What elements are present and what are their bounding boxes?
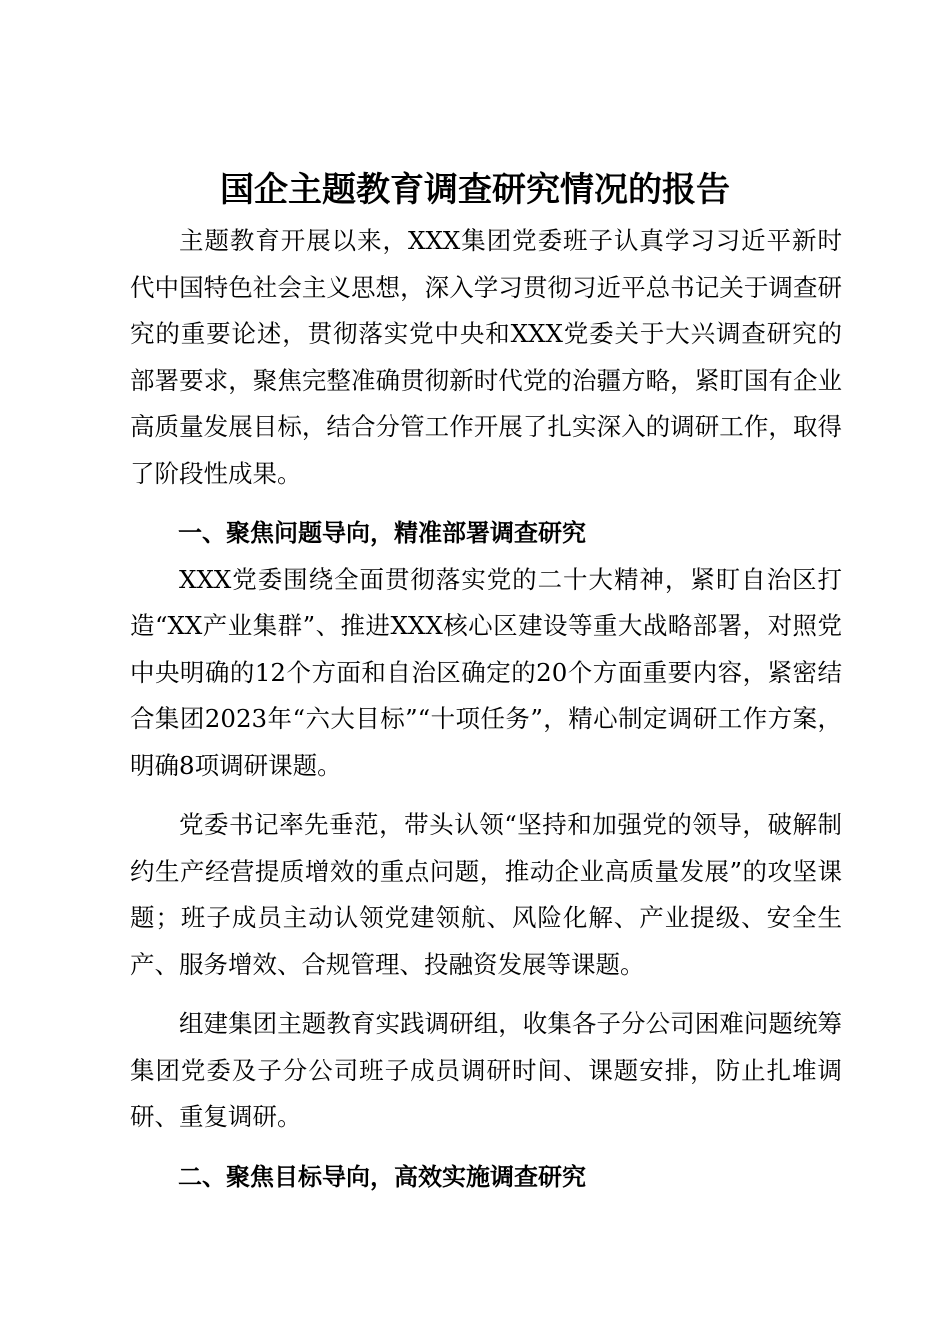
document-title: 国企主题教育调查研究情况的报告	[220, 170, 730, 210]
intro-paragraph: 主题教育开展以来，XXX集团党委班子认真学习习近平新时代中国特色社会主义思想，深入学习贯彻习近平总书记关于调查研究的重要论述，贯彻落实党中央和XXX党委关于大兴调查研究的部署要求，聚焦完整准确贯彻新时代党的治疆方略，紧盯国有企业高质量发展目标，结合分管工作开展了扎实深入的调研工作，取得了阶段性成果。	[130, 226, 842, 488]
section1-paragraph-3: 组建集团主题教育实践调研组，收集各子分公司困难问题统筹集团党委及子分公司班子成员调研时间、课题安排，防止扎堆调研、重复调研。	[130, 1009, 842, 1131]
section1-paragraph-1: XXX党委围绕全面贯彻落实党的二十大精神，紧盯自治区打造“XX产业集群”、推进XXX核心区建设等重大战略部署，对照党中央明确的12个方面和自治区确定的20个方面重要内容，紧密结合集团2023年“六大目标”“十项任务”，精心制定调研工作方案，明确8项调研课题。	[130, 564, 842, 780]
document-body	[130, 218, 842, 1200]
section1-paragraph-2: 党委书记率先垂范，带头认领“坚持和加强党的领导，破解制约生产经营提质增效的重点问题，推动企业高质量发展”的攻坚课题；班子成员主动认领党建领航、风险化解、产业提级、安全生产、服务增效、合规管理、投融资发展等课题。	[130, 810, 842, 979]
section-heading-1: 一、聚焦问题导向，精准部署调查研究	[178, 519, 586, 547]
section-heading-2: 二、聚焦目标导向，高效实施调查研究	[178, 1162, 586, 1191]
